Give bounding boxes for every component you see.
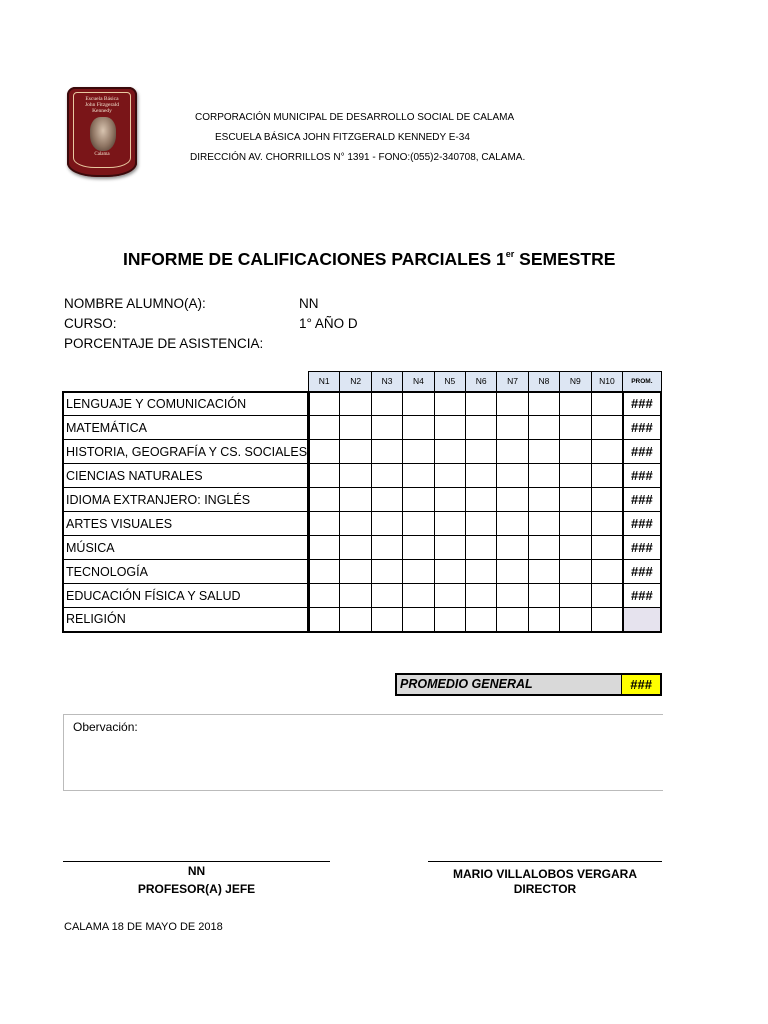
grades-header-row bbox=[63, 372, 661, 392]
column-header-n9: N9 bbox=[560, 372, 591, 392]
grade-cell-n7[interactable] bbox=[497, 416, 528, 440]
grade-cell-n7[interactable] bbox=[497, 584, 528, 608]
grade-cell-n1[interactable] bbox=[309, 584, 340, 608]
grade-cell-n2[interactable] bbox=[340, 608, 371, 632]
grade-cell-n1[interactable] bbox=[309, 440, 340, 464]
grade-cell-n8[interactable] bbox=[528, 536, 559, 560]
table-row bbox=[63, 560, 661, 584]
subject-average: ### bbox=[623, 464, 661, 488]
grade-cell-n8[interactable] bbox=[528, 488, 559, 512]
grade-cell-n7[interactable] bbox=[497, 440, 528, 464]
grade-cell-n2[interactable] bbox=[340, 488, 371, 512]
grade-cell-n2[interactable] bbox=[340, 440, 371, 464]
grade-cell-n6[interactable] bbox=[466, 440, 497, 464]
grade-cell-n5[interactable] bbox=[434, 560, 465, 584]
grade-cell-n5[interactable] bbox=[434, 464, 465, 488]
grade-cell-n10[interactable] bbox=[591, 608, 623, 632]
grade-cell-n8[interactable] bbox=[528, 416, 559, 440]
grade-cell-n6[interactable] bbox=[466, 560, 497, 584]
table-row bbox=[63, 608, 661, 632]
grade-cell-n3[interactable] bbox=[371, 416, 402, 440]
grade-cell-n8[interactable] bbox=[528, 464, 559, 488]
grade-cell-n2[interactable] bbox=[340, 560, 371, 584]
course-value: 1° AÑO D bbox=[299, 316, 358, 331]
promedio-general-label: PROMEDIO GENERAL bbox=[397, 675, 622, 694]
logo-emblem bbox=[73, 92, 131, 168]
grade-cell-n3[interactable] bbox=[371, 512, 402, 536]
grade-cell-n9[interactable] bbox=[560, 464, 591, 488]
subject-average: ### bbox=[623, 416, 661, 440]
grade-cell-n3[interactable] bbox=[371, 440, 402, 464]
subject-average bbox=[623, 608, 661, 632]
column-header-n2: N2 bbox=[340, 372, 371, 392]
grade-cell-n6[interactable] bbox=[466, 392, 497, 416]
subject-name: CIENCIAS NATURALES bbox=[63, 464, 309, 488]
column-header-n6: N6 bbox=[466, 372, 497, 392]
student-name-value: NN bbox=[299, 296, 319, 311]
header-blank-cell bbox=[63, 372, 309, 392]
grade-cell-n10[interactable] bbox=[591, 416, 623, 440]
subject-name: RELIGIÓN bbox=[63, 608, 309, 632]
table-row bbox=[63, 488, 661, 512]
grade-cell-n7[interactable] bbox=[497, 488, 528, 512]
header-line-2: ESCUELA BÁSICA JOHN FITZGERALD KENNEDY E-34 bbox=[215, 132, 470, 143]
grade-cell-n5[interactable] bbox=[434, 416, 465, 440]
grade-cell-n8[interactable] bbox=[528, 512, 559, 536]
table-row bbox=[63, 416, 661, 440]
grade-cell-n1[interactable] bbox=[309, 512, 340, 536]
teacher-signature-line bbox=[63, 861, 330, 862]
grade-cell-n2[interactable] bbox=[340, 584, 371, 608]
grade-cell-n9[interactable] bbox=[560, 536, 591, 560]
grade-cell-n10[interactable] bbox=[591, 512, 623, 536]
grade-cell-n5[interactable] bbox=[434, 440, 465, 464]
grade-cell-n9[interactable] bbox=[560, 512, 591, 536]
grade-cell-n4[interactable] bbox=[403, 512, 434, 536]
subject-average: ### bbox=[623, 440, 661, 464]
subject-average: ### bbox=[623, 392, 661, 416]
grade-cell-n4[interactable] bbox=[403, 536, 434, 560]
grade-cell-n9[interactable] bbox=[560, 560, 591, 584]
grade-cell-n2[interactable] bbox=[340, 392, 371, 416]
grade-cell-n7[interactable] bbox=[497, 536, 528, 560]
column-header-n7: N7 bbox=[497, 372, 528, 392]
grade-cell-n3[interactable] bbox=[371, 488, 402, 512]
document-date: CALAMA 18 DE MAYO DE 2018 bbox=[64, 921, 223, 933]
grade-cell-n10[interactable] bbox=[591, 464, 623, 488]
grade-cell-n4[interactable] bbox=[403, 608, 434, 632]
grade-cell-n3[interactable] bbox=[371, 536, 402, 560]
grade-cell-n2[interactable] bbox=[340, 464, 371, 488]
subject-average: ### bbox=[623, 536, 661, 560]
grade-cell-n9[interactable] bbox=[560, 608, 591, 632]
grade-cell-n7[interactable] bbox=[497, 464, 528, 488]
logo-text: Escuela Básica John Fitzgerald Kennedy bbox=[84, 96, 120, 114]
table-row bbox=[63, 536, 661, 560]
grade-cell-n4[interactable] bbox=[403, 464, 434, 488]
grade-cell-n1[interactable] bbox=[309, 560, 340, 584]
grade-cell-n9[interactable] bbox=[560, 440, 591, 464]
column-header-n4: N4 bbox=[403, 372, 434, 392]
grade-cell-n8[interactable] bbox=[528, 584, 559, 608]
grade-cell-n1[interactable] bbox=[309, 464, 340, 488]
subject-name: IDIOMA EXTRANJERO: INGLÉS bbox=[63, 488, 309, 512]
grade-cell-n5[interactable] bbox=[434, 608, 465, 632]
director-role: DIRECTOR bbox=[513, 882, 577, 896]
table-row bbox=[63, 584, 661, 608]
grade-cell-n6[interactable] bbox=[466, 536, 497, 560]
grade-cell-n6[interactable] bbox=[466, 416, 497, 440]
subject-name: LENGUAJE Y COMUNICACIÓN bbox=[63, 392, 309, 416]
grade-cell-n8[interactable] bbox=[528, 608, 559, 632]
grade-cell-n3[interactable] bbox=[371, 560, 402, 584]
grade-cell-n4[interactable] bbox=[403, 392, 434, 416]
observation-box[interactable] bbox=[63, 714, 663, 791]
logo-portrait-icon bbox=[90, 117, 116, 151]
subject-name: MÚSICA bbox=[63, 536, 309, 560]
grade-cell-n5[interactable] bbox=[434, 488, 465, 512]
school-logo bbox=[67, 87, 137, 177]
column-header-n8: N8 bbox=[528, 372, 559, 392]
grade-cell-n9[interactable] bbox=[560, 488, 591, 512]
grade-cell-n5[interactable] bbox=[434, 584, 465, 608]
grade-cell-n10[interactable] bbox=[591, 536, 623, 560]
grade-cell-n10[interactable] bbox=[591, 392, 623, 416]
subject-average: ### bbox=[623, 584, 661, 608]
grade-cell-n6[interactable] bbox=[466, 464, 497, 488]
header-line-3: DIRECCIÓN AV. CHORRILLOS N° 1391 - FONO:(055)2-340708, CALAMA. bbox=[190, 152, 526, 163]
subject-name: TECNOLOGÍA bbox=[63, 560, 309, 584]
subject-average: ### bbox=[623, 488, 661, 512]
grade-cell-n3[interactable] bbox=[371, 392, 402, 416]
director-name: MARIO VILLALOBOS VERGARA bbox=[452, 867, 637, 881]
grade-cell-n3[interactable] bbox=[371, 584, 402, 608]
grade-cell-n6[interactable] bbox=[466, 608, 497, 632]
grade-cell-n1[interactable] bbox=[309, 488, 340, 512]
teacher-name: NN bbox=[187, 864, 206, 878]
grade-cell-n10[interactable] bbox=[591, 584, 623, 608]
column-header-prom: PROM. bbox=[623, 372, 661, 392]
grade-cell-n8[interactable] bbox=[528, 392, 559, 416]
grade-cell-n5[interactable] bbox=[434, 536, 465, 560]
grade-cell-n7[interactable] bbox=[497, 392, 528, 416]
grade-cell-n7[interactable] bbox=[497, 608, 528, 632]
grade-cell-n6[interactable] bbox=[466, 488, 497, 512]
grade-cell-n6[interactable] bbox=[466, 584, 497, 608]
student-name-label: NOMBRE ALUMNO(A): bbox=[64, 296, 206, 311]
grade-cell-n3[interactable] bbox=[371, 608, 402, 632]
table-row bbox=[63, 464, 661, 488]
grade-cell-n8[interactable] bbox=[528, 440, 559, 464]
grades-table bbox=[62, 371, 662, 635]
grade-cell-n1[interactable] bbox=[309, 608, 340, 632]
grade-cell-n4[interactable] bbox=[403, 584, 434, 608]
grade-cell-n1[interactable] bbox=[309, 416, 340, 440]
table-row bbox=[63, 512, 661, 536]
page-title: INFORME DE CALIFICACIONES PARCIALES 1er SEMESTRE bbox=[123, 249, 616, 269]
logo-city: Calama bbox=[94, 152, 110, 157]
grade-cell-n10[interactable] bbox=[591, 560, 623, 584]
subject-average: ### bbox=[623, 512, 661, 536]
grade-cell-n4[interactable] bbox=[403, 440, 434, 464]
subject-average: ### bbox=[623, 560, 661, 584]
grade-cell-n5[interactable] bbox=[434, 392, 465, 416]
grade-cell-n5[interactable] bbox=[434, 512, 465, 536]
grade-cell-n4[interactable] bbox=[403, 416, 434, 440]
observation-label: Obervación: bbox=[73, 720, 138, 734]
subject-name: HISTORIA, GEOGRAFÍA Y CS. SOCIALES bbox=[63, 440, 309, 464]
course-label: CURSO: bbox=[64, 316, 117, 331]
grade-cell-n1[interactable] bbox=[309, 536, 340, 560]
column-header-n5: N5 bbox=[434, 372, 465, 392]
grade-cell-n2[interactable] bbox=[340, 536, 371, 560]
grade-cell-n1[interactable] bbox=[309, 392, 340, 416]
title-superscript: er bbox=[505, 249, 515, 259]
grade-cell-n9[interactable] bbox=[560, 416, 591, 440]
grade-cell-n3[interactable] bbox=[371, 464, 402, 488]
column-header-n3: N3 bbox=[371, 372, 402, 392]
subject-name: ARTES VISUALES bbox=[63, 512, 309, 536]
grade-cell-n10[interactable] bbox=[591, 440, 623, 464]
header-line-1: CORPORACIÓN MUNICIPAL DE DESARROLLO SOCIAL DE CALAMA bbox=[195, 112, 515, 123]
director-signature-line bbox=[428, 861, 662, 862]
grade-cell-n9[interactable] bbox=[560, 584, 591, 608]
grade-cell-n4[interactable] bbox=[403, 560, 434, 584]
table-row bbox=[63, 440, 661, 464]
grade-cell-n8[interactable] bbox=[528, 560, 559, 584]
grade-cell-n2[interactable] bbox=[340, 416, 371, 440]
grade-cell-n9[interactable] bbox=[560, 392, 591, 416]
grade-cell-n2[interactable] bbox=[340, 512, 371, 536]
column-header-n1: N1 bbox=[309, 372, 340, 392]
subject-name: EDUCACIÓN FÍSICA Y SALUD bbox=[63, 584, 309, 608]
grade-cell-n7[interactable] bbox=[497, 560, 528, 584]
grade-cell-n6[interactable] bbox=[466, 512, 497, 536]
table-row bbox=[63, 392, 661, 416]
grade-cell-n10[interactable] bbox=[591, 488, 623, 512]
subject-name: MATEMÁTICA bbox=[63, 416, 309, 440]
column-header-n10: N10 bbox=[591, 372, 623, 392]
grade-cell-n7[interactable] bbox=[497, 512, 528, 536]
promedio-general bbox=[395, 673, 662, 696]
promedio-general-value: ### bbox=[622, 675, 660, 694]
attendance-label: PORCENTAJE DE ASISTENCIA: bbox=[64, 336, 264, 351]
grade-cell-n4[interactable] bbox=[403, 488, 434, 512]
teacher-role: PROFESOR(A) JEFE bbox=[137, 882, 256, 896]
